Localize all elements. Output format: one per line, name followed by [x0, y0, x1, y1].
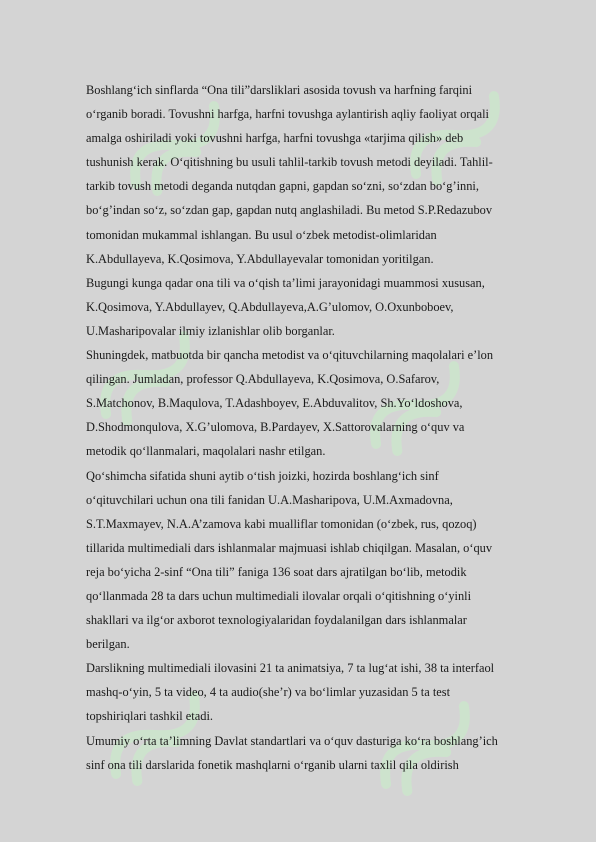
text-line: Boshlang‘ich sinflarda “Ona tili”darsliklari asosida tovush va harfning farqini — [86, 83, 473, 97]
text-line: qo‘llanmada 28 ta dars uchun multimediali ilovalar orqali o‘qitishning o‘yinli — [86, 588, 472, 603]
text-line: Qo‘shimcha sifatida shuni aytib o‘tish joizki, hozirda boshlang‘ich sinf — [86, 468, 439, 483]
text-line: Bugungi kunga qadar ona tili va o‘qish ta’limi jarayonidagi muammosi xususan, — [86, 275, 485, 290]
text-line: Darslikning multimediali ilovasini 21 ta animatsiya, 7 ta lug‘at ishi, 38 ta interfaol — [86, 661, 495, 676]
text-line: tushunish kerak. O‘qitishning bu usuli tahlil-tarkib tovush metodi deyiladi. Tahlil- — [86, 155, 493, 170]
text-line: topshiriqlari tashkil etadi. — [86, 709, 213, 724]
text-line: tomonidan mukammal ishlangan. Bu usul o‘zbek metodist-olimlaridan — [86, 227, 437, 242]
document-body — [86, 78, 552, 777]
text-line: K.Qosimova, Y.Abdullayev, Q.Abdullayeva,A.G’ulomov, O.Oxunboboev, — [86, 299, 454, 314]
text-line: U.Masharipovalar ilmiy izlanishlar olib borganlar. — [86, 323, 335, 338]
text-line: bo‘g’indan so‘z, so‘zdan gap, gapdan nutq anglashiladi. Bu metod S.P.Redazubov — [86, 203, 493, 218]
text-line: K.Abdullayeva, K.Qosimova, Y.Abdullayevalar tomonidan yoritilgan. — [86, 251, 434, 266]
text-line: o‘qituvchilari uchun ona tili fanidan U.A.Masharipova, U.M.Axmadovna, — [86, 492, 453, 507]
text-line: tarkib tovush metodi deganda nutqdan gapni, gapdan so‘zni, so‘zdan bo‘g’inni, — [86, 179, 479, 194]
text-line: S.Matchonov, B.Maqulova, T.Adashboyev, E.Abduvalitov, Sh.Yo‘ldoshova, — [86, 396, 463, 411]
text-line: o‘rganib boradi. Tovushni harfga, harfni tovushga aylantirish aqliy faoliyat orqali — [86, 107, 489, 122]
text-line: qilingan. Jumladan, professor Q.Abdullayeva, K.Qosimova, O.Safarov, — [86, 372, 440, 387]
text-line: S.T.Maxmayev, N.A.A’zamova kabi mualliflar tomonidan (o‘zbek, rus, qozoq) — [86, 516, 477, 531]
text-line: Shuningdek, matbuotda bir qancha metodist va o‘qituvchilarning maqolalari e’lon — [86, 348, 494, 363]
text-line: amalga oshiriladi yoki tovushni harfga, harfni tovushga «tarjima qilish» deb — [86, 131, 464, 146]
text-line: sinf ona tili darslarida fonetik mashqlarni o‘rganib ularni taxlil qila oldirish — [86, 757, 459, 772]
text-line: tillarida multimediali dars ishlanmalar majmuasi ishlab chiqilgan. Masalan, o‘quv — [86, 540, 493, 555]
text-line: metodik qo‘llanmalari, maqolalari nashr etilgan. — [86, 444, 326, 459]
text-line: Umumiy o‘rta ta’limning Davlat standartlari va o‘quv dasturiga ko‘ra boshlang’ich — [86, 733, 498, 748]
text-line: berilgan. — [86, 637, 130, 652]
text-line: mashq-o‘yin, 5 ta video, 4 ta audio(she’r) va bo‘limlar yuzasidan 5 ta test — [86, 685, 451, 700]
text-line: D.Shodmonqulova, X.G’ulomova, B.Pardayev, X.Sattorovalarning o‘quv va — [86, 420, 465, 435]
text-line: shakllari va ilg‘or axborot texnologiyalaridan foydalanilgan dars ishlanmalar — [86, 613, 467, 628]
text-line: reja bo‘yicha 2-sinf “Ona tili” faniga 136 soat dars ajratilgan bo‘lib, metodik — [86, 564, 467, 579]
